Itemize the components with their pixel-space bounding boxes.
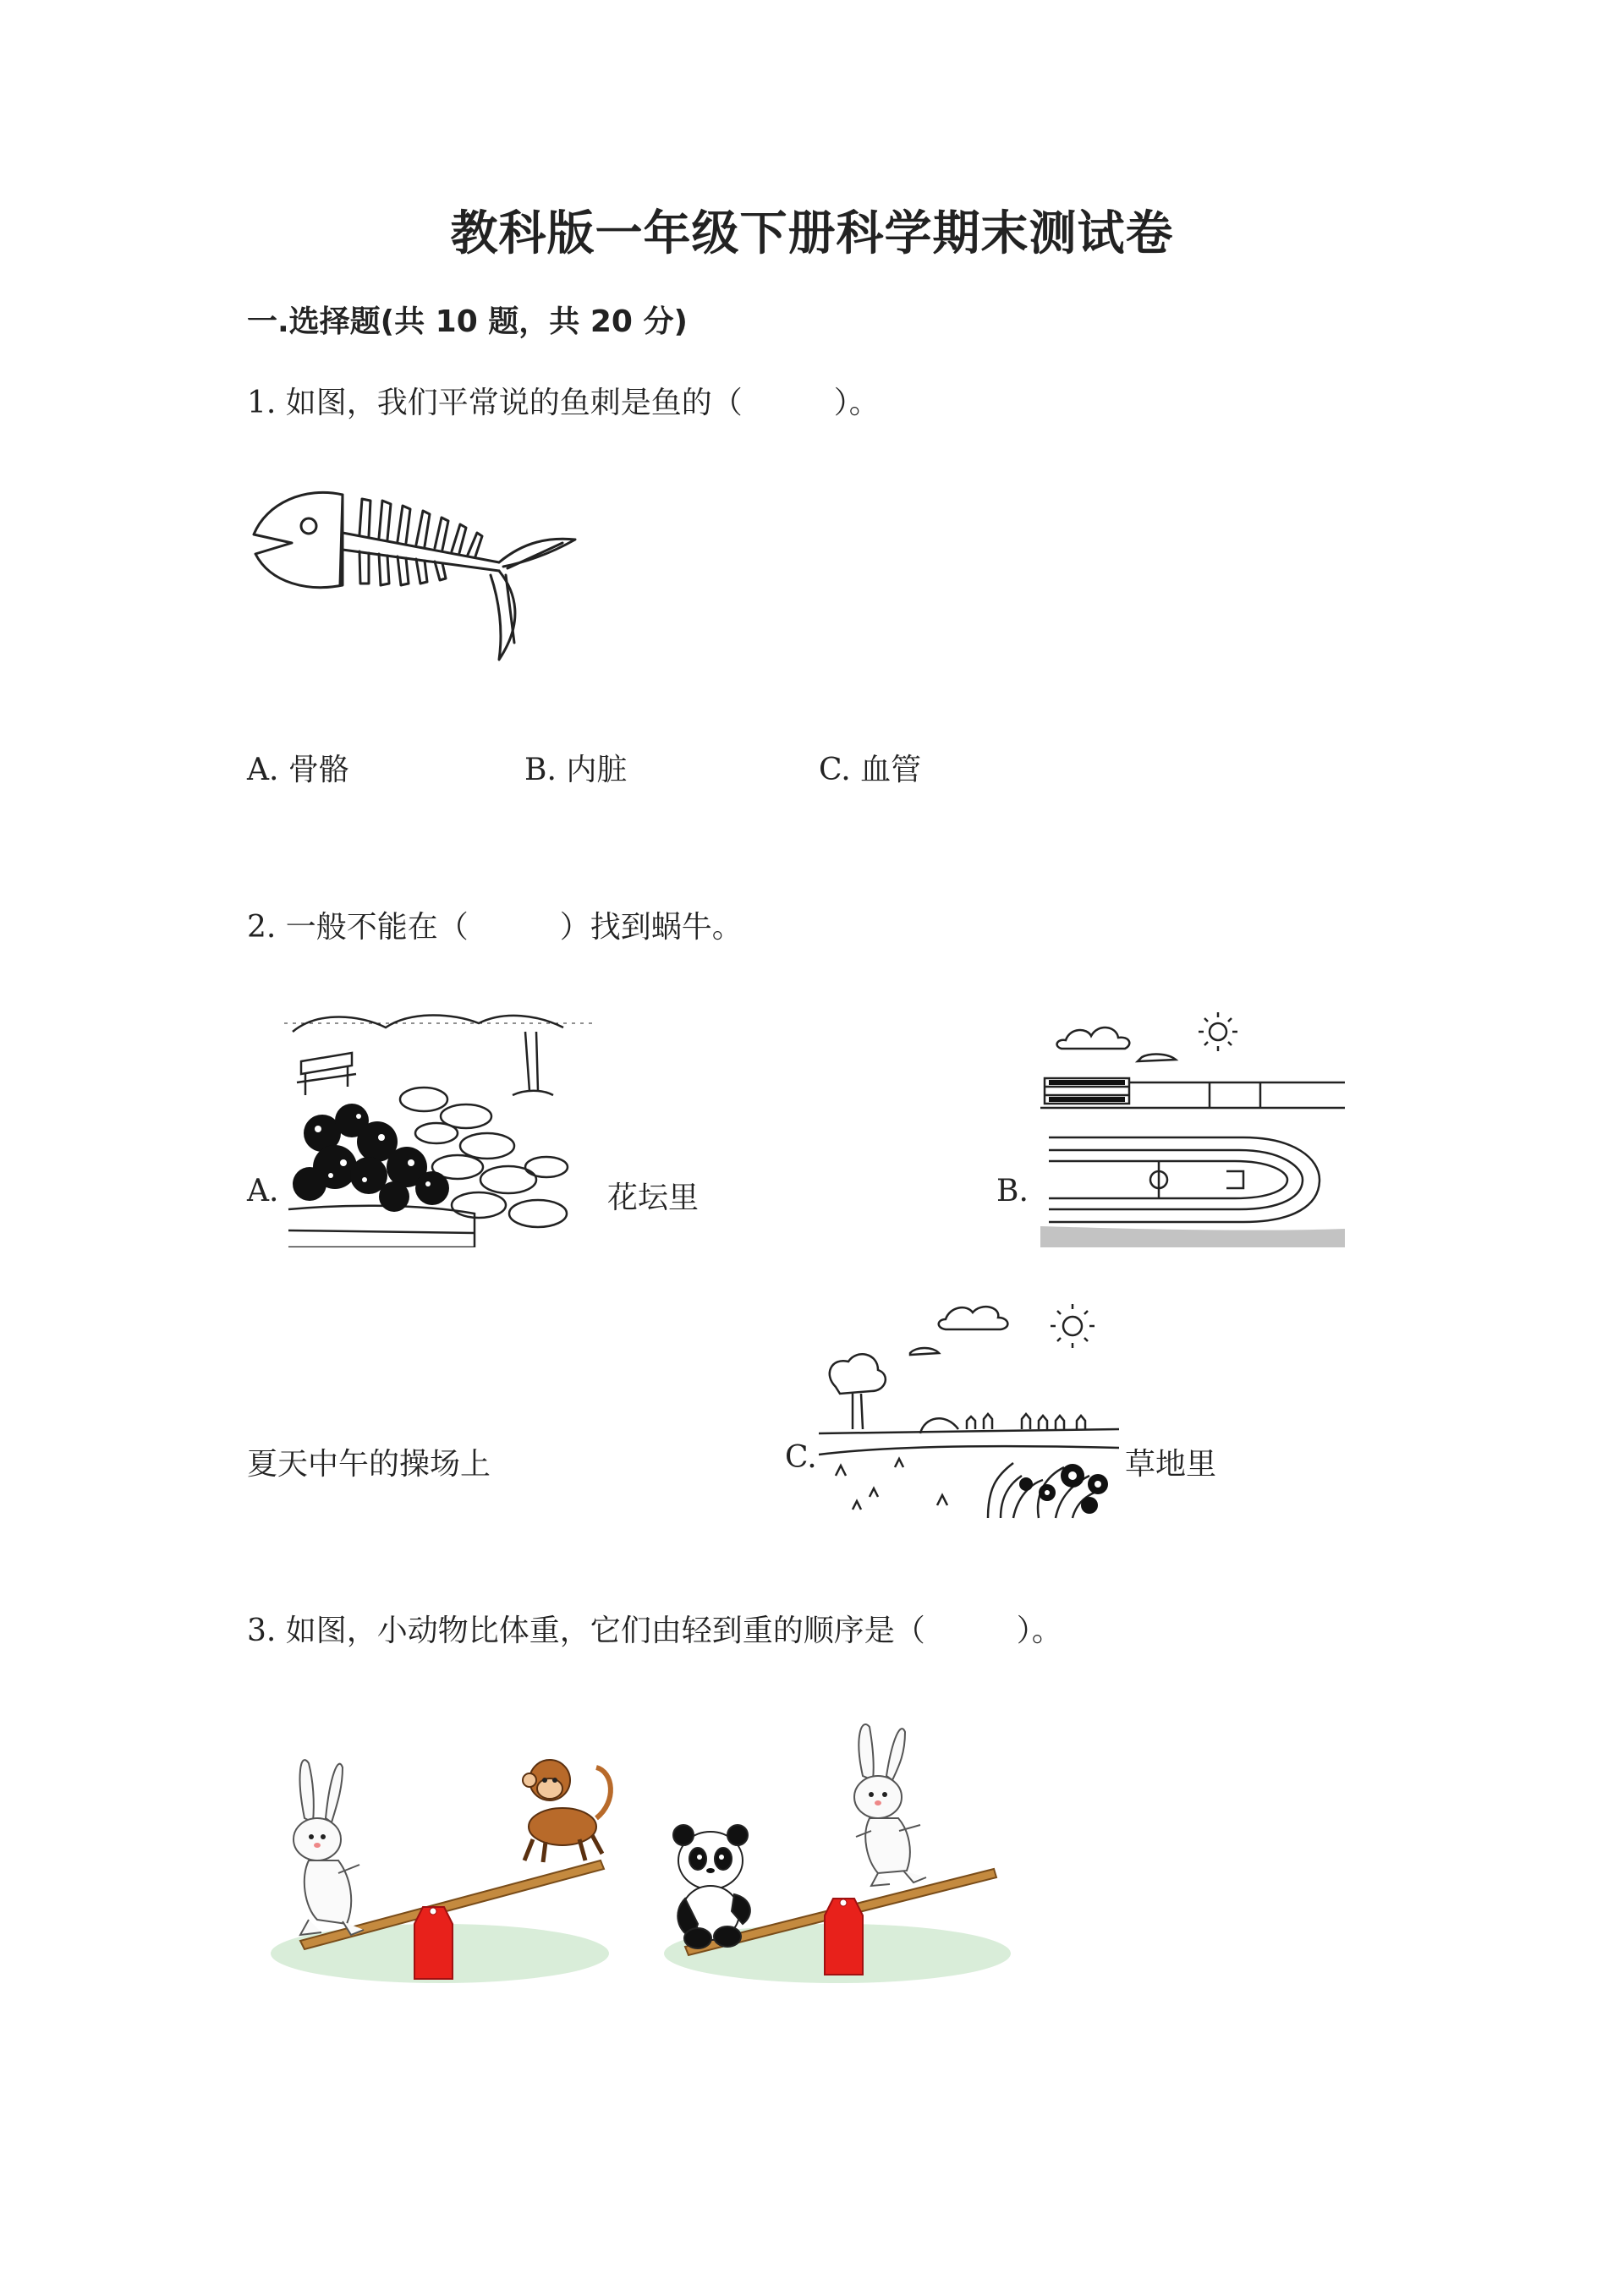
q2-option-c-label: 草地里	[1125, 1447, 1217, 1482]
q2-option-c-letter[interactable]: C.	[785, 1440, 817, 1475]
q1-option-b[interactable]: B. 内脏	[524, 753, 628, 787]
grassland-image	[819, 1294, 1119, 1522]
q2-option-a-letter[interactable]: A.	[247, 1174, 279, 1208]
fish-skeleton-image	[245, 482, 584, 664]
question-3-text: 3. 如图，小动物比体重，它们由轻到重的顺序是（ ）。	[247, 1614, 1062, 1648]
q2-option-b-letter[interactable]: B.	[996, 1174, 1029, 1208]
q2-option-b-label: 夏天中午的操场上	[247, 1447, 491, 1482]
q2-option-a-label: 花坛里	[607, 1181, 700, 1215]
seesaw-rabbit-monkey-image	[271, 1742, 626, 1996]
sports-field-image	[1040, 1011, 1353, 1247]
page-title: 教科版一年级下册科学期末测试卷	[450, 206, 1174, 261]
q1-option-c[interactable]: C. 血管	[819, 753, 922, 787]
seesaw-panda-rabbit-image	[660, 1717, 1015, 1996]
flower-bed-image	[284, 1006, 597, 1247]
question-1-text: 1. 如图，我们平常说的鱼刺是鱼的（ ）。	[247, 386, 880, 420]
q1-option-a[interactable]: A. 骨骼	[247, 753, 349, 787]
question-2-text: 2. 一般不能在（ ）找到蜗牛。	[247, 910, 743, 945]
section-heading: 一.选择题(共 10 题，共 20 分)	[247, 304, 688, 339]
